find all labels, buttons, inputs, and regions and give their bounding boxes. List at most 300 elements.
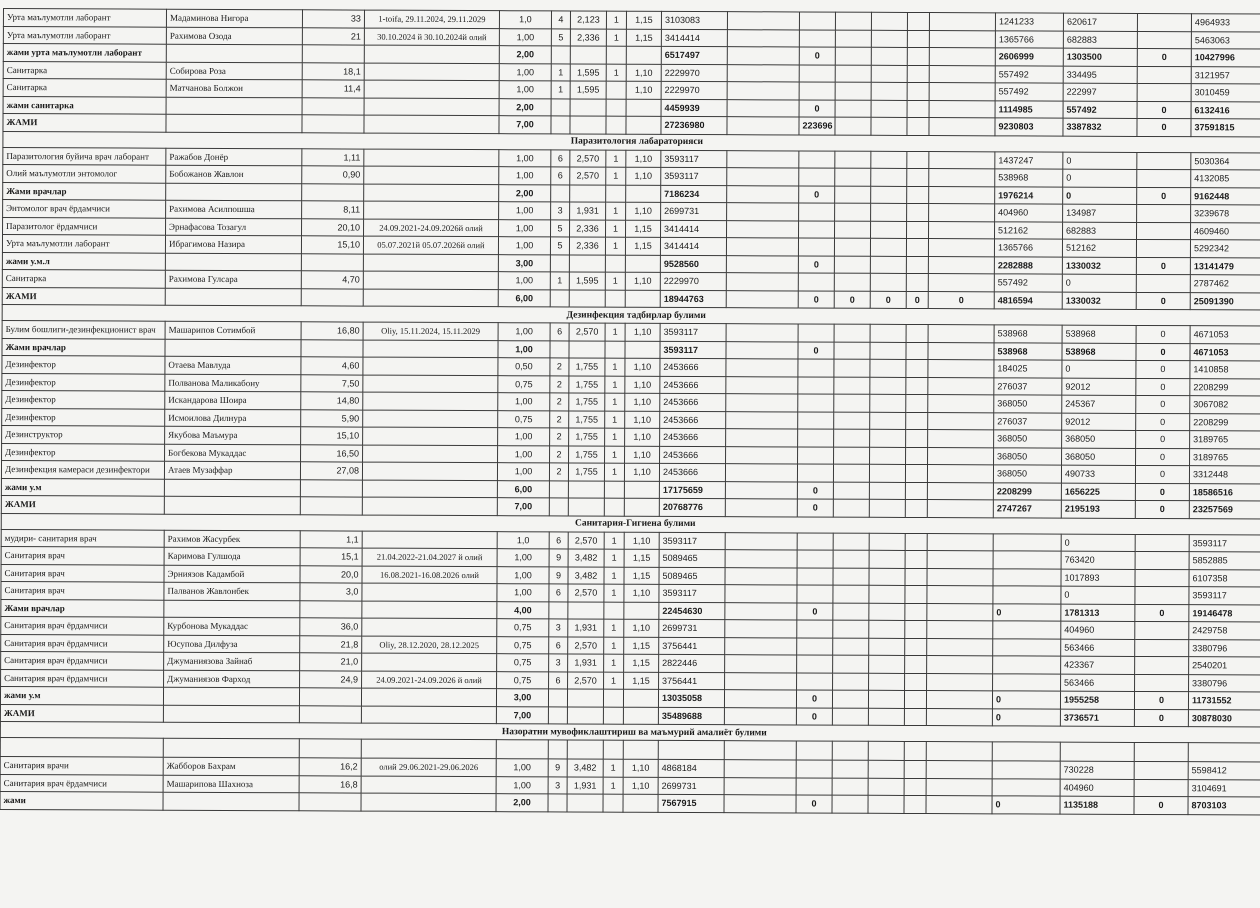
qualification-note-cell bbox=[362, 531, 497, 549]
experience-cell: 36,0 bbox=[300, 618, 362, 636]
k1-cell: 1 bbox=[604, 549, 624, 567]
grade-cell: 5 bbox=[550, 237, 569, 255]
category-allowance-cell: 0 bbox=[1062, 274, 1136, 292]
extra-cell bbox=[1134, 779, 1188, 797]
category-allowance-cell: 730228 bbox=[1060, 761, 1134, 779]
total-cell: 11731552 bbox=[1188, 692, 1260, 710]
extra-cell bbox=[868, 795, 904, 813]
category-allowance-cell: 404960 bbox=[1060, 779, 1134, 797]
extra-cell: 0 bbox=[1135, 465, 1189, 483]
coefficient-cell: 2,570 bbox=[568, 671, 604, 689]
experience-cell: 16,50 bbox=[301, 444, 363, 462]
extra-cell bbox=[869, 638, 905, 656]
bonus-cell bbox=[798, 376, 834, 394]
extra-cell: 0 bbox=[1134, 796, 1188, 814]
position-cell: ЖАМИ bbox=[0, 704, 163, 722]
grade-cell: 6 bbox=[550, 323, 569, 341]
qualification-note-cell: 24.09.2021-24.09.2026 й олий bbox=[362, 671, 497, 689]
allowance-cell: 512162 bbox=[995, 221, 1063, 239]
extra-cell bbox=[907, 203, 929, 221]
employee-name-cell bbox=[166, 44, 302, 62]
employee-name-cell bbox=[163, 792, 299, 810]
total-cell bbox=[1188, 743, 1260, 762]
allowance-cell bbox=[993, 673, 1061, 691]
category-allowance-cell: 134987 bbox=[1063, 204, 1137, 222]
bonus-cell bbox=[797, 672, 833, 690]
extra-cell bbox=[1137, 204, 1191, 222]
employee-name-cell: Рахимова Асилпошша bbox=[166, 200, 302, 218]
bonus-cell: 0 bbox=[796, 690, 832, 708]
k2-cell: 1,10 bbox=[623, 759, 658, 777]
k2-cell bbox=[625, 255, 660, 273]
bonus-cell: 223696 bbox=[799, 117, 835, 135]
blank-cell bbox=[724, 741, 796, 760]
blank-cell bbox=[727, 99, 799, 117]
extra-cell bbox=[927, 465, 993, 483]
blank-cell bbox=[724, 795, 796, 813]
category-allowance-cell: 1303500 bbox=[1063, 48, 1137, 66]
grade-cell: 9 bbox=[549, 549, 568, 567]
grade-cell: 3 bbox=[551, 202, 570, 220]
total-cell: 18586516 bbox=[1189, 483, 1260, 501]
category-allowance-cell: 3736571 bbox=[1060, 709, 1134, 727]
extra-cell bbox=[1137, 31, 1191, 49]
extra-cell: 0 bbox=[1135, 500, 1189, 518]
bonus-cell: 0 bbox=[797, 499, 833, 517]
blank-cell bbox=[725, 655, 797, 673]
bonus-cell: 0 bbox=[796, 795, 832, 813]
allowance-cell bbox=[993, 586, 1061, 604]
k1-cell: 1 bbox=[606, 202, 626, 220]
blank-cell bbox=[724, 760, 796, 778]
extra-cell bbox=[835, 221, 871, 239]
coefficient-cell: 1,595 bbox=[569, 272, 605, 290]
extra-cell bbox=[832, 760, 868, 778]
grade-cell: 2 bbox=[550, 358, 569, 376]
k2-cell: 1,10 bbox=[626, 202, 661, 220]
total-cell: 3189765 bbox=[1190, 448, 1260, 466]
extra-cell bbox=[870, 256, 906, 274]
qualification-note-cell bbox=[362, 601, 497, 619]
k2-cell: 1,10 bbox=[625, 323, 660, 341]
extra-cell bbox=[929, 48, 995, 66]
position-cell: Дезинфектор bbox=[2, 443, 165, 461]
k1-cell: 1 bbox=[605, 393, 625, 411]
extra-cell bbox=[904, 778, 926, 796]
total-cell: 4132085 bbox=[1191, 170, 1260, 188]
category-allowance-cell: 245367 bbox=[1062, 395, 1136, 413]
position-cell: Олий маълумотли энтомолог bbox=[3, 165, 166, 183]
position-cell: Дезинструктор bbox=[2, 425, 165, 443]
extra-cell bbox=[832, 741, 868, 760]
blank-cell bbox=[724, 777, 796, 795]
extra-cell bbox=[906, 324, 928, 342]
base-salary-cell: 2229970 bbox=[660, 272, 726, 290]
k1-cell: 1 bbox=[605, 358, 625, 376]
blank-cell bbox=[725, 464, 797, 482]
rate-cell: 1,00 bbox=[497, 566, 549, 584]
k2-cell: 1,10 bbox=[626, 81, 661, 99]
qualification-note-cell bbox=[363, 410, 498, 428]
allowance-cell: 368050 bbox=[994, 395, 1062, 413]
extra-cell: 0 bbox=[1137, 118, 1191, 136]
k1-cell: 1 bbox=[605, 376, 625, 394]
allowance-cell: 276037 bbox=[994, 377, 1062, 395]
employee-name-cell bbox=[164, 479, 300, 497]
k1-cell: 1 bbox=[605, 323, 625, 341]
rate-cell: 1,00 bbox=[497, 463, 549, 481]
extra-cell bbox=[871, 186, 907, 204]
rate-cell: 1,00 bbox=[498, 340, 550, 358]
extra-cell bbox=[907, 65, 929, 83]
base-salary-cell: 2699731 bbox=[659, 619, 725, 637]
allowance-cell bbox=[992, 742, 1060, 761]
k1-cell bbox=[606, 81, 626, 99]
coefficient-cell: 1,755 bbox=[569, 445, 605, 463]
base-salary-cell: 20768776 bbox=[659, 498, 725, 516]
bonus-cell bbox=[799, 29, 835, 47]
extra-cell bbox=[871, 47, 907, 65]
extra-cell bbox=[833, 620, 869, 638]
rate-cell: 1,00 bbox=[498, 428, 550, 446]
extra-cell bbox=[1136, 274, 1190, 292]
qualification-note-cell bbox=[361, 739, 496, 759]
qualification-note-cell bbox=[361, 793, 496, 811]
extra-cell bbox=[869, 673, 905, 691]
k1-cell: 1 bbox=[603, 759, 623, 777]
k2-cell bbox=[623, 689, 658, 707]
base-salary-cell: 3756441 bbox=[659, 672, 725, 690]
extra-cell bbox=[906, 412, 928, 430]
employee-name-cell: Мадаминова Нигора bbox=[166, 9, 302, 27]
k2-cell: 1,10 bbox=[623, 777, 658, 795]
blank-cell bbox=[726, 324, 798, 342]
rate-cell: 2,00 bbox=[499, 184, 551, 202]
employee-name-cell: Машарипова Шахноза bbox=[163, 775, 299, 793]
extra-cell bbox=[833, 568, 869, 586]
experience-cell: 1,1 bbox=[300, 530, 362, 548]
experience-cell: 11,4 bbox=[302, 80, 364, 98]
coefficient-cell: 1,755 bbox=[569, 375, 605, 393]
employee-name-cell: Юсупова Дилфуза bbox=[164, 635, 300, 653]
employee-name-cell: Рахимова Гулсара bbox=[165, 270, 301, 288]
grade-cell: 4 bbox=[551, 11, 570, 29]
k1-cell bbox=[604, 481, 624, 499]
position-cell bbox=[0, 737, 163, 757]
qualification-note-cell: 1-toifa, 29.11.2024, 29.11.2029 bbox=[364, 10, 499, 28]
k2-cell: 1,15 bbox=[624, 654, 659, 672]
allowance-cell: 0 bbox=[993, 603, 1061, 621]
extra-cell bbox=[832, 778, 868, 796]
blank-cell bbox=[725, 550, 797, 568]
k1-cell: 1 bbox=[604, 532, 624, 550]
extra-cell bbox=[928, 239, 994, 257]
employee-name-cell: Атаев Музаффар bbox=[164, 461, 300, 479]
k1-cell: 1 bbox=[603, 777, 623, 795]
extra-cell bbox=[833, 655, 869, 673]
total-cell: 23257569 bbox=[1189, 501, 1260, 519]
blank-cell bbox=[726, 273, 798, 291]
k2-cell bbox=[623, 794, 658, 812]
blank-cell bbox=[725, 585, 797, 603]
extra-cell bbox=[833, 585, 869, 603]
blank-cell bbox=[724, 690, 796, 708]
k2-cell: 1,15 bbox=[624, 567, 659, 585]
extra-cell bbox=[833, 673, 869, 691]
allowance-cell: 368050 bbox=[993, 465, 1061, 483]
blank-cell bbox=[726, 446, 798, 464]
extra-cell bbox=[1137, 152, 1191, 170]
coefficient-cell: 2,570 bbox=[570, 167, 606, 185]
base-salary-cell: 3593117 bbox=[660, 341, 726, 359]
category-allowance-cell: 0 bbox=[1063, 169, 1137, 187]
extra-cell bbox=[868, 741, 904, 760]
category-allowance-cell: 404960 bbox=[1061, 621, 1135, 639]
allowance-cell bbox=[993, 533, 1061, 551]
total-cell: 3593117 bbox=[1189, 534, 1260, 552]
allowance-cell: 404960 bbox=[995, 204, 1063, 222]
total-cell: 2787462 bbox=[1190, 275, 1260, 293]
bonus-cell bbox=[799, 150, 835, 168]
extra-cell: 0 bbox=[1134, 709, 1188, 727]
base-salary-cell: 3756441 bbox=[659, 637, 725, 655]
position-cell: Булим бошлиги-дезинфекционист врач bbox=[2, 320, 165, 338]
position-cell: Санитария врач ёрдамчиси bbox=[1, 634, 164, 652]
qualification-note-cell bbox=[362, 653, 497, 671]
k2-cell bbox=[626, 99, 661, 117]
extra-cell bbox=[871, 221, 907, 239]
extra-cell bbox=[833, 464, 869, 482]
grade-cell: 2 bbox=[550, 375, 569, 393]
total-cell: 19146478 bbox=[1189, 604, 1260, 622]
category-allowance-cell: 0 bbox=[1061, 586, 1135, 604]
experience-cell bbox=[301, 339, 363, 357]
extra-cell bbox=[835, 47, 871, 65]
extra-cell bbox=[905, 673, 927, 691]
allowance-cell bbox=[993, 656, 1061, 674]
extra-cell: 0 bbox=[1135, 604, 1189, 622]
grade-cell: 6 bbox=[549, 531, 568, 549]
employee-name-cell: Исмоилова Дилнура bbox=[165, 409, 301, 427]
extra-cell bbox=[905, 638, 927, 656]
coefficient-cell: 2,123 bbox=[570, 11, 606, 29]
rate-cell: 0,75 bbox=[497, 636, 549, 654]
rate-cell: 1,00 bbox=[496, 759, 548, 777]
experience-cell: 16,8 bbox=[299, 775, 361, 793]
category-allowance-cell: 763420 bbox=[1061, 551, 1135, 569]
qualification-note-cell bbox=[364, 184, 499, 202]
k2-cell bbox=[625, 290, 660, 308]
k1-cell bbox=[605, 255, 625, 273]
coefficient-cell bbox=[567, 689, 603, 707]
qualification-note-cell: 30.10.2024 й 30.10.2024й олий bbox=[364, 28, 499, 46]
bonus-cell: 0 bbox=[798, 341, 834, 359]
extra-cell bbox=[1137, 66, 1191, 84]
extra-cell bbox=[929, 100, 995, 118]
rate-cell: 6,00 bbox=[497, 480, 549, 498]
extra-cell bbox=[1134, 761, 1188, 779]
qualification-note-cell bbox=[363, 375, 498, 393]
qualification-note-cell bbox=[363, 289, 498, 307]
experience-cell: 15,1 bbox=[300, 548, 362, 566]
extra-cell bbox=[870, 447, 906, 465]
blank-cell bbox=[727, 64, 799, 82]
k1-cell: 1 bbox=[606, 220, 626, 238]
extra-cell bbox=[905, 603, 927, 621]
extra-cell bbox=[926, 761, 992, 779]
k1-cell: 1 bbox=[605, 446, 625, 464]
experience-cell: 8,11 bbox=[302, 201, 364, 219]
employee-name-cell: Палванов Жавлонбек bbox=[164, 582, 300, 600]
grade-cell bbox=[551, 46, 570, 64]
k1-cell bbox=[606, 185, 626, 203]
section-title: Назоратни мувофиклаштириш ва маъмурий амалиёт булими bbox=[0, 721, 1260, 743]
coefficient-cell: 1,931 bbox=[568, 619, 604, 637]
extra-cell bbox=[835, 82, 871, 100]
extra-cell bbox=[907, 221, 929, 239]
qualification-note-cell bbox=[361, 776, 496, 794]
blank-cell bbox=[726, 429, 798, 447]
category-allowance-cell: 1781313 bbox=[1061, 604, 1135, 622]
grade-cell: 1 bbox=[551, 63, 570, 81]
position-cell: Санитария врач bbox=[1, 546, 164, 564]
blank-cell bbox=[724, 707, 796, 725]
experience-cell: 21,0 bbox=[300, 653, 362, 671]
allowance-cell: 1437247 bbox=[995, 151, 1063, 169]
category-allowance-cell: 423367 bbox=[1061, 656, 1135, 674]
category-allowance-cell: 368050 bbox=[1062, 430, 1136, 448]
experience-cell: 3,0 bbox=[300, 583, 362, 601]
rate-cell: 1,00 bbox=[498, 323, 550, 341]
total-cell: 3010459 bbox=[1191, 84, 1260, 102]
experience-cell bbox=[302, 97, 364, 115]
allowance-cell: 557492 bbox=[994, 274, 1062, 292]
k2-cell: 1,10 bbox=[626, 167, 661, 185]
blank-cell bbox=[726, 238, 798, 256]
rate-cell: 1,00 bbox=[499, 149, 551, 167]
blank-cell bbox=[726, 376, 798, 394]
total-cell: 3189765 bbox=[1190, 431, 1260, 449]
k2-cell: 1,15 bbox=[624, 549, 659, 567]
extra-cell bbox=[926, 778, 992, 796]
blank-cell bbox=[726, 255, 798, 273]
grade-cell bbox=[549, 498, 568, 516]
extra-cell bbox=[871, 203, 907, 221]
extra-cell bbox=[928, 447, 994, 465]
base-salary-cell: 3593117 bbox=[659, 584, 725, 602]
employee-name-cell: Ражабов Донёр bbox=[166, 148, 302, 166]
grade-cell bbox=[548, 706, 567, 724]
bonus-cell bbox=[798, 273, 834, 291]
extra-cell bbox=[929, 118, 995, 136]
extra-cell bbox=[1135, 569, 1189, 587]
total-cell: 25091390 bbox=[1190, 292, 1260, 310]
extra-cell: 0 bbox=[870, 291, 906, 309]
base-salary-cell: 17175659 bbox=[659, 481, 725, 499]
rate-cell: 7,00 bbox=[497, 498, 549, 516]
grade-cell bbox=[551, 116, 570, 134]
qualification-note-cell bbox=[364, 115, 499, 133]
rate-cell: 1,00 bbox=[499, 219, 551, 237]
coefficient-cell bbox=[567, 794, 603, 812]
extra-cell bbox=[832, 690, 868, 708]
extra-cell bbox=[868, 778, 904, 796]
coefficient-cell bbox=[570, 116, 606, 134]
rate-cell: 0,75 bbox=[498, 410, 550, 428]
bonus-cell bbox=[798, 359, 834, 377]
k2-cell: 1,10 bbox=[625, 272, 660, 290]
employee-name-cell bbox=[163, 687, 299, 705]
extra-cell bbox=[835, 203, 871, 221]
bonus-cell bbox=[796, 760, 832, 778]
extra-cell bbox=[870, 394, 906, 412]
experience-cell: 15,10 bbox=[301, 427, 363, 445]
extra-cell bbox=[871, 12, 907, 30]
k2-cell: 1,10 bbox=[625, 393, 660, 411]
grade-cell bbox=[550, 289, 569, 307]
total-cell: 3593117 bbox=[1189, 587, 1260, 605]
position-cell: Жами врачлар bbox=[2, 338, 165, 356]
total-cell: 4671053 bbox=[1190, 343, 1260, 361]
rate-cell: 1,00 bbox=[497, 549, 549, 567]
extra-cell bbox=[905, 568, 927, 586]
coefficient-cell: 2,336 bbox=[570, 28, 606, 46]
position-cell: Жами врачлар bbox=[3, 182, 166, 200]
blank-cell bbox=[725, 481, 797, 499]
employee-name-cell: Джуманиязова Зайнаб bbox=[164, 652, 300, 670]
experience-cell: 18,1 bbox=[302, 62, 364, 80]
rate-cell: 1,00 bbox=[499, 63, 551, 81]
extra-cell bbox=[907, 82, 929, 100]
qualification-note-cell bbox=[364, 63, 499, 81]
extra-cell bbox=[928, 256, 994, 274]
k2-cell: 1,10 bbox=[626, 150, 661, 168]
extra-cell bbox=[928, 274, 994, 292]
extra-cell bbox=[869, 482, 905, 500]
total-cell: 1410858 bbox=[1190, 361, 1260, 379]
extra-cell bbox=[1135, 621, 1189, 639]
extra-cell bbox=[1137, 222, 1191, 240]
k1-cell: 1 bbox=[604, 619, 624, 637]
qualification-note-cell: 21.04.2022-21.04.2027 й олий bbox=[362, 548, 497, 566]
k2-cell: 1,10 bbox=[626, 64, 661, 82]
extra-cell bbox=[907, 47, 929, 65]
bonus-cell bbox=[797, 550, 833, 568]
allowance-cell: 368050 bbox=[994, 447, 1062, 465]
rate-cell: 7,00 bbox=[496, 706, 548, 724]
coefficient-cell: 1,755 bbox=[569, 428, 605, 446]
k1-cell bbox=[605, 341, 625, 359]
allowance-cell bbox=[993, 551, 1061, 569]
extra-cell bbox=[904, 795, 926, 813]
extra-cell: 0 bbox=[1136, 413, 1190, 431]
position-cell: Санитария врач ёрдамчиси bbox=[1, 669, 164, 687]
blank-cell bbox=[726, 394, 798, 412]
position-cell: Дезинфектор bbox=[2, 390, 165, 408]
employee-name-cell: Машарипов Сотимбой bbox=[165, 321, 301, 339]
extra-cell bbox=[834, 447, 870, 465]
allowance-cell bbox=[993, 568, 1061, 586]
k2-cell bbox=[626, 185, 661, 203]
extra-cell bbox=[905, 620, 927, 638]
blank-cell bbox=[726, 290, 798, 308]
allowance-cell: 2208299 bbox=[993, 482, 1061, 500]
base-salary-cell: 3593117 bbox=[660, 323, 726, 341]
extra-cell bbox=[929, 30, 995, 48]
grade-cell: 6 bbox=[549, 584, 568, 602]
extra-cell bbox=[835, 100, 871, 118]
experience-cell: 4,70 bbox=[301, 271, 363, 289]
